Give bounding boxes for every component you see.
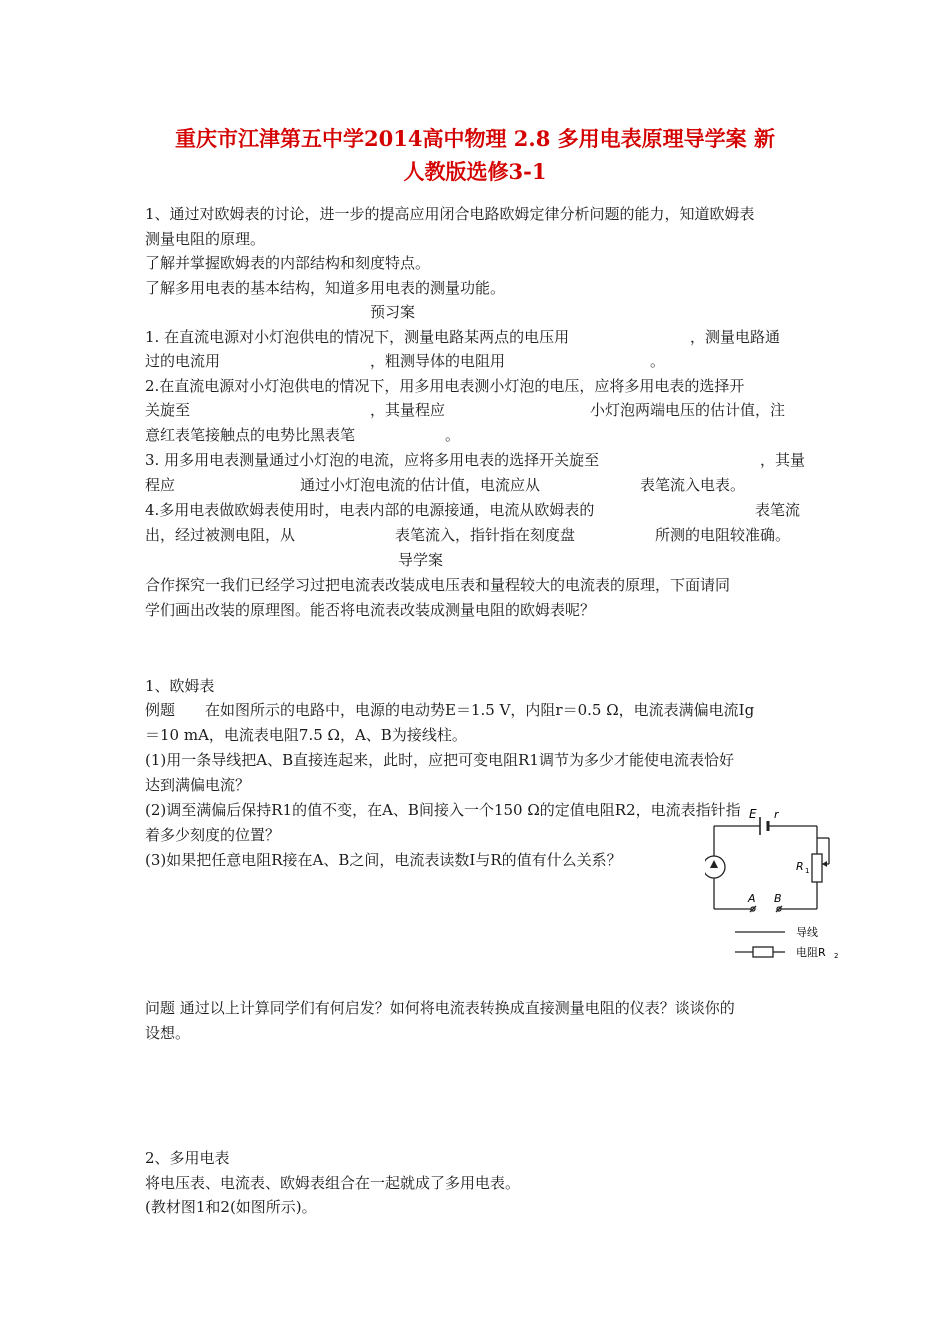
example-line-4: 达到满偏电流？ (145, 776, 251, 794)
slider-arrow-icon (822, 861, 827, 867)
guide-line-2: 学们画出改装的原理图。能否将电流表改装成测量电阻的欧姆表呢？ (145, 601, 596, 619)
resistor-legend-sub: 2 (834, 952, 839, 958)
terminal-b-label: B (774, 892, 782, 905)
section2-line-2: (教材图1和2(如图所示)。 (145, 1198, 317, 1216)
section2-line-1: 将电压表、电流表、欧姆表组合在一起就成了多用电表。 (145, 1174, 521, 1192)
emf-label: E (749, 807, 757, 821)
internal-r-label: r (774, 808, 779, 821)
r1-label: R (796, 860, 804, 873)
preview-line-5: 意红表笔接触点的电势比黑表笔 。 (145, 426, 461, 444)
document-title (120, 122, 830, 188)
example-line-7: (3)如果把任意电阻R接在A、B之间，电流表读数I与R的值有什么关系？ (145, 851, 622, 869)
question-line-2: 设想。 (145, 1024, 191, 1042)
section1-heading: 1、欧姆表 (145, 677, 215, 695)
preview-line-6: 3. 用多用电表测量通过小灯泡的电流，应将多用电表的选择开关旋至 ，其量 (145, 451, 806, 469)
goal-line-4: 了解多用电表的基本结构，知道多用电表的测量功能。 (145, 279, 506, 297)
preview-line-2: 过的电流用 ，粗测导体的电阻用 。 (145, 352, 666, 370)
example-line-6: 着多少刻度的位置？ (145, 826, 281, 844)
terminal-a-label: A (748, 892, 756, 905)
meter-arrow-icon (710, 860, 718, 868)
resistor-legend-label: 电阻R (796, 946, 826, 958)
preview-line-8: 4.多用电表做欧姆表使用时，电表内部的电源接通，电流从欧姆表的 表笔流 (145, 501, 801, 519)
example-line-5: (2)调至满偏后保持R1的值不变，在A、B间接入一个150 Ω的定值电阻R2，电流表指针指 (145, 801, 741, 819)
example-line-2: ＝10 mA，电流表电阻7.5 Ω，A、B为接线柱。 (145, 726, 467, 744)
goal-line-3: 了解并掌握欧姆表的内部结构和刻度特点。 (145, 254, 431, 272)
question-line-1: 问题 通过以上计算同学们有何启发？如何将电流表转换成直接测量电阻的仪表？谈谈你的 (145, 999, 735, 1017)
goal-line-2: 测量电阻的原理。 (145, 230, 266, 248)
circuit-diagram (705, 802, 845, 958)
example-line-3: (1)用一条导线把A、B直接连起来，此时，应把可变电阻R1调节为多少才能使电流表恰好 (145, 751, 734, 769)
example-line-1: 例题 在如图所示的电路中，电源的电动势E＝1.5 V，内阻r＝0.5 Ω，电流表满偏电流Ig (145, 701, 755, 719)
preview-line-4: 关旋至 ，其量程应 小灯泡两端电压的估计值，注 (145, 401, 786, 419)
title-line-2: 人教版选修3-1 (403, 159, 547, 184)
preview-line-3: 2.在直流电源对小灯泡供电的情况下，用多用电表测小灯泡的电压，应将多用电表的选择开 (145, 377, 745, 395)
preview-heading: 预习案 (370, 303, 416, 321)
preview-line-7: 程应 通过小灯泡电流的估计值，电流应从 表笔流入电表。 (145, 476, 746, 494)
guide-line-1: 合作探究一我们已经学习过把电流表改装成电压表和量程较大的电流表的原理，下面请同 (145, 576, 731, 594)
title-line-1: 重庆市江津第五中学2014高中物理 2.8 多用电表原理导学案 新 (175, 126, 775, 151)
goal-line-1: 1、通过对欧姆表的讨论，进一步的提高应用闭合电路欧姆定律分析问题的能力，知道欧姆表 (145, 205, 755, 223)
r1-sub: 1 (805, 867, 810, 875)
section2-heading: 2、多用电表 (145, 1149, 230, 1167)
preview-line-1: 1. 在直流电源对小灯泡供电的情况下，测量电路某两点的电压用 ，测量电路通 (145, 328, 781, 346)
preview-line-9: 出，经过被测电阻，从 表笔流入，指针指在刻度盘 所测的电阻较准确。 (145, 526, 791, 544)
wire-legend-label: 导线 (796, 926, 818, 939)
guide-heading: 导学案 (398, 551, 444, 569)
